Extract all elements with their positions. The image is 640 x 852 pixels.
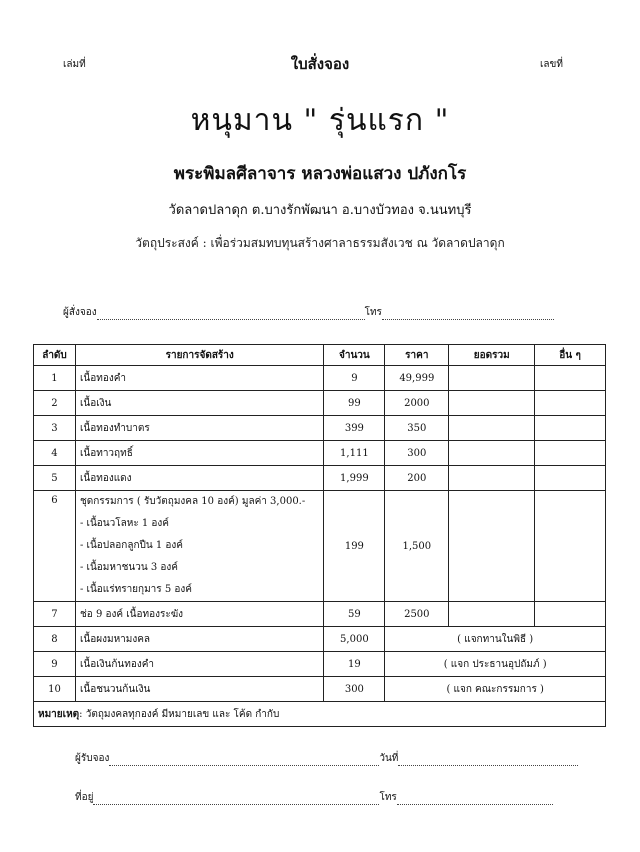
row-qty: 300: [324, 677, 385, 702]
row-item: เนื้อทองคำ: [75, 366, 323, 391]
row-qty: 19: [324, 652, 385, 677]
phone-field[interactable]: [397, 794, 553, 805]
remark-cell: [34, 702, 606, 727]
row-distribution-note: ( แจกทานในพิธี ): [385, 627, 606, 652]
purpose-text: วัตถุประสงค์ : เพื่อร่วมสมทบทุนสร้างศาลาธรรมสังเวช ณ วัดลาดปลาดุก: [135, 236, 505, 250]
row-qty: 1,999: [324, 466, 385, 491]
orderer-phone-label: โทร: [364, 307, 382, 318]
row-distribution-note: ( แจก คณะกรรมการ ): [385, 677, 606, 702]
col-header-other: อื่น ๆ: [535, 345, 606, 366]
row-number: 7: [34, 602, 76, 627]
table-header-row: [34, 345, 606, 366]
row-other-field[interactable]: [535, 391, 606, 416]
form-number-label: เลขที่: [540, 59, 563, 70]
row-number: 8: [34, 627, 76, 652]
orderer-name-field[interactable]: [97, 309, 365, 320]
table-row: [34, 416, 606, 441]
row-item: เนื้อทองทำบาตร: [75, 416, 323, 441]
orderer-name-label: ผู้สั่งจอง: [63, 307, 97, 318]
col-header-total: ยอดรวม: [449, 345, 535, 366]
row-number: 6: [34, 491, 76, 602]
remark-label: หมายเหตุ: [38, 708, 80, 720]
row-item: เนื้อเงินก้นทองคำ: [75, 652, 323, 677]
date-field[interactable]: [398, 755, 578, 766]
row-qty: 399: [324, 416, 385, 441]
orderer-line: [63, 305, 554, 320]
row-number: 2: [34, 391, 76, 416]
row-price: 2000: [385, 391, 449, 416]
table-row: [34, 602, 606, 627]
form-title: ใบสั่งจอง: [290, 55, 350, 73]
row-other-field[interactable]: [535, 602, 606, 627]
row-total-field[interactable]: [449, 441, 535, 466]
table-row: [34, 652, 606, 677]
table-row: [34, 441, 606, 466]
remark-row: [34, 702, 606, 727]
table-row: [34, 391, 606, 416]
address-field[interactable]: [93, 794, 379, 805]
row-item: เนื้อทองแดง: [75, 466, 323, 491]
address-line: [75, 790, 553, 805]
row-other-field[interactable]: [535, 491, 606, 602]
receiver-label: ผู้รับจอง: [75, 753, 110, 764]
row-item: เนื้อเงิน: [75, 391, 323, 416]
table-row-committee-set: [34, 491, 606, 602]
row-price: 1,500: [385, 491, 449, 602]
table-row: [34, 627, 606, 652]
col-header-item: รายการจัดสร้าง: [75, 345, 323, 366]
row-other-field[interactable]: [535, 441, 606, 466]
row-item: ช่อ 9 องค์ เนื้อทองระฆัง: [75, 602, 323, 627]
row-price: 300: [385, 441, 449, 466]
row-price: 350: [385, 416, 449, 441]
table-row: [34, 677, 606, 702]
table-row: [34, 466, 606, 491]
row-number: 3: [34, 416, 76, 441]
row-distribution-note: ( แจก ประธานอุปถัมภ์ ): [385, 652, 606, 677]
monk-name-subtitle: พระพิมลศีลาจาร หลวงพ่อแสวง ปภังกโร: [173, 164, 467, 184]
row-qty: 59: [324, 602, 385, 627]
row-number: 9: [34, 652, 76, 677]
row-number: 1: [34, 366, 76, 391]
row-total-field[interactable]: [449, 366, 535, 391]
row-number: 10: [34, 677, 76, 702]
row-total-field[interactable]: [449, 602, 535, 627]
row-price: 200: [385, 466, 449, 491]
phone-label: โทร: [379, 792, 397, 803]
row-price: 2500: [385, 602, 449, 627]
set-line: ชุดกรรมการ ( รับวัตถุมงคล 10 องค์) มูลค่า 3,000.-: [79, 496, 306, 507]
col-header-price: ราคา: [385, 345, 449, 366]
row-number: 5: [34, 466, 76, 491]
row-qty: 1,111: [324, 441, 385, 466]
row-total-field[interactable]: [449, 391, 535, 416]
col-header-no: ลำดับ: [34, 345, 76, 366]
row-other-field[interactable]: [535, 466, 606, 491]
row-qty: 199: [324, 491, 385, 602]
table-row: [34, 366, 606, 391]
set-line: - เนื้อมหาชนวน 3 องค์: [79, 562, 178, 573]
temple-address: วัดลาดปลาดุก ต.บางรักพัฒนา อ.บางบัวทอง จ.นนทบุรี: [168, 203, 472, 218]
row-other-field[interactable]: [535, 416, 606, 441]
set-line: - เนื้อแร่ทรายกุมาร 5 องค์: [79, 584, 192, 595]
address-label: ที่อยู่: [75, 792, 94, 803]
set-line: - เนื้อปลอกลูกปืน 1 องค์: [79, 540, 183, 551]
row-total-field[interactable]: [449, 466, 535, 491]
row-item: เนื้อชนวนก้นเงิน: [75, 677, 323, 702]
row-item: เนื้อผงมหามงคล: [75, 627, 323, 652]
row-total-field[interactable]: [449, 491, 535, 602]
orderer-phone-field[interactable]: [382, 309, 554, 320]
row-item-set-details: [75, 491, 323, 602]
set-line: - เนื้อนวโลหะ 1 องค์: [79, 518, 169, 529]
book-number-label: เล่มที่: [63, 59, 86, 70]
date-label: วันที่: [379, 753, 399, 764]
row-price: 49,999: [385, 366, 449, 391]
receiver-name-field[interactable]: [109, 755, 379, 766]
page-title: หนุมาน " รุ่นแรก ": [190, 103, 450, 138]
order-table: [33, 344, 606, 727]
row-item: เนื้อทาวฤทธิ์: [75, 441, 323, 466]
col-header-qty: จำนวน: [324, 345, 385, 366]
row-qty: 9: [324, 366, 385, 391]
row-qty: 5,000: [324, 627, 385, 652]
receiver-line: [75, 751, 578, 766]
remark-text: : วัตถุมงคลทุกองค์ มีหมายเลข และ โค้ด กำกับ: [79, 708, 280, 720]
row-qty: 99: [324, 391, 385, 416]
row-number: 4: [34, 441, 76, 466]
row-other-field[interactable]: [535, 366, 606, 391]
row-total-field[interactable]: [449, 416, 535, 441]
